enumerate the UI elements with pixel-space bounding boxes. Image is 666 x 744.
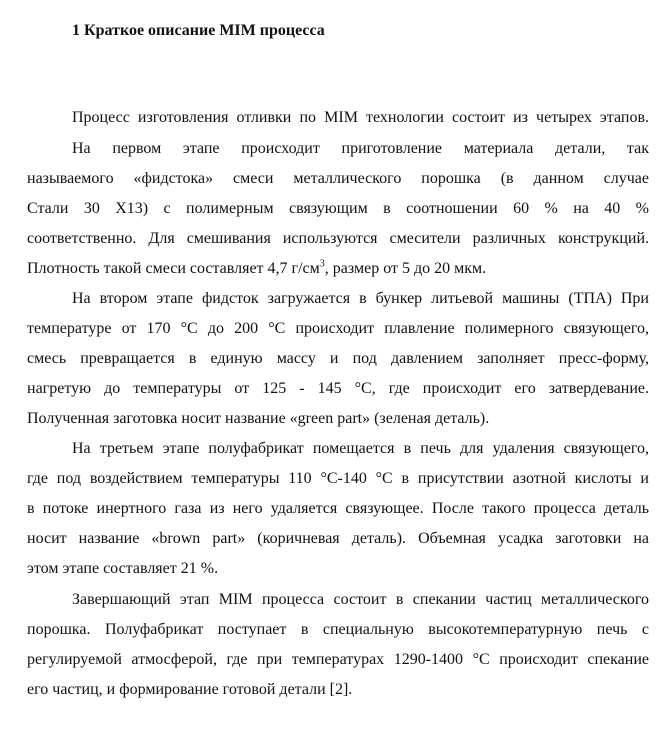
text-line: На первом этапе происходит приготовление материала детали, так — [72, 140, 649, 157]
text-line: Процесс изготовления отливки по MIM технологии состоит из четырех этапов. — [72, 109, 649, 126]
text-line: Завершающий этап MIM процесса состоит в спекании частиц металлического — [72, 591, 649, 608]
text-line: порошка. Полуфабрикат поступает в специальную высокотемпературную печь с — [27, 621, 649, 638]
text-line: Стали 30 Х13) с полимерным связующим в соотношении 60 % на 40 % — [27, 200, 649, 217]
text-segment: Плотность такой смеси составляет 4,7 г/см — [27, 260, 320, 277]
text-line: носит название «brown part» (коричневая деталь). Объемная усадка заготовки на — [27, 530, 649, 547]
text-line: его частиц, и формирование готовой детали [2]. — [27, 681, 353, 698]
text-line: в потоке инертного газа из него удаляется связующее. После такого процесса деталь — [27, 500, 649, 517]
text-segment: , размер от 5 до 20 мкм. — [324, 260, 487, 277]
superscript: 3 — [319, 258, 325, 270]
text-line: называемого «фидстока» смеси металлического порошка (в данном случае — [27, 170, 649, 187]
text-line: нагретую до температуры от 125 - 145 °С, где происходит его затвердевание. — [27, 380, 649, 397]
text-line: На втором этапе фидсток загружается в бункер литьевой машины (ТПА) При — [72, 290, 649, 307]
section-heading: 1 Краткое описание MIM процесса — [72, 22, 325, 39]
text-line: этом этапе составляет 21 %. — [27, 560, 219, 577]
text-line — [27, 259, 486, 279]
text-line: соответственно. Для смешивания используются смесители различных конструкций. — [27, 230, 649, 247]
text-line: где под воздействием температуры 110 °С-140 °С в присутствии азотной кислоты и — [27, 470, 649, 487]
text-line: регулируемой атмосферой, где при температурах 1290-1400 °С происходит спекание — [27, 651, 649, 668]
text-line: На третьем этапе полуфабрикат помещается в печь для удаления связующего, — [72, 440, 649, 457]
text-line: Полученная заготовка носит название «green part» (зеленая деталь). — [27, 410, 490, 427]
text-line: температуре от 170 °С до 200 °С происходит плавление полимерного связующего, — [27, 320, 649, 337]
text-line: смесь превращается в единую массу и под давлением заполняет пресс-форму, — [27, 350, 649, 367]
